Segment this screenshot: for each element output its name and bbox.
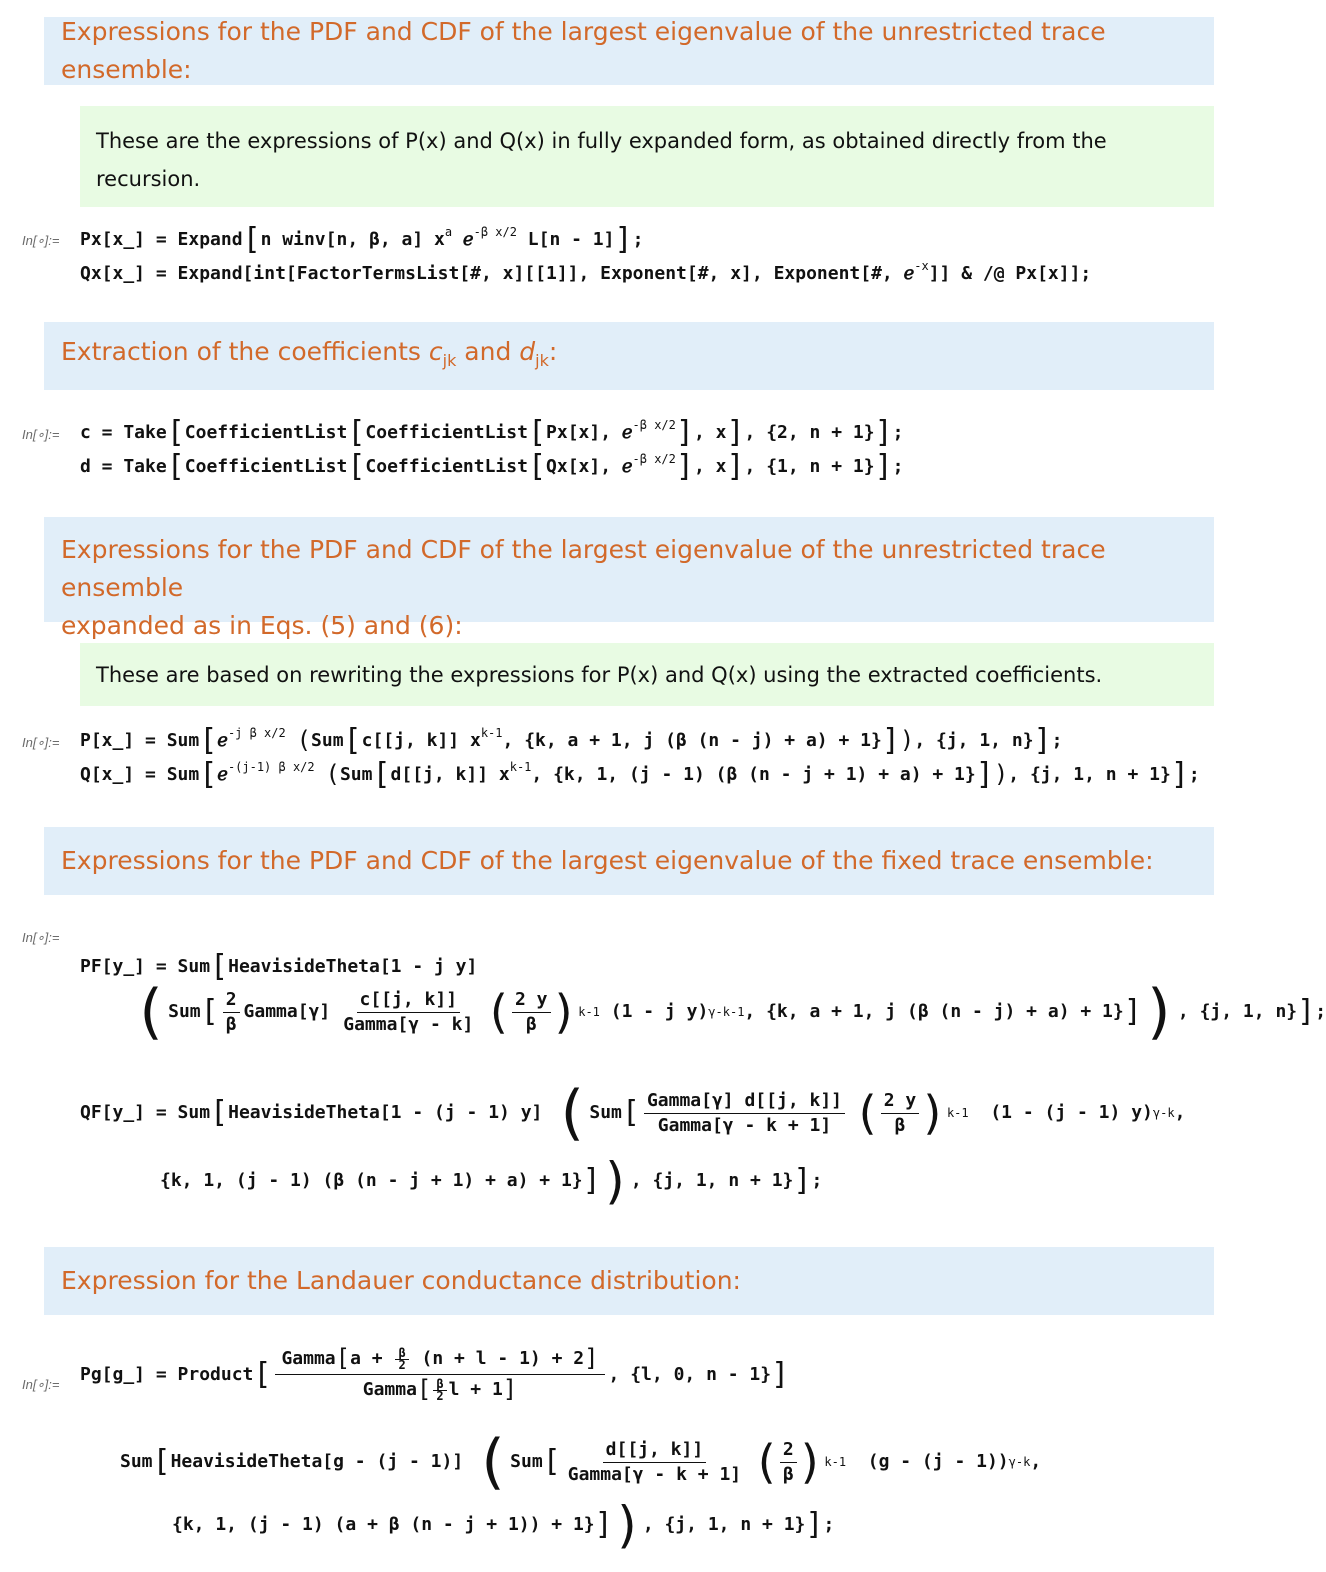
code-line: Q[x_] = Sum[ℯ$^{-(j-1) \beta x/2}$ (Sum[d[[j, k]] $x^{k-1}$, {k, 1, (j - 1) (β (n - j + 1) + a) + 1}]), {j, 1, n + 1}]; xyxy=(80,757,1200,792)
code-line: P[x_] = Sum[ℯ$^{-j \beta x/2}$ (Sum[c[[j, k]] $x^{k-1}$, {k, a + 1, j (β (n - j) + a) + 1}]), {j, 1, n}]; xyxy=(80,723,1063,758)
code-line: {k, 1, (j - 1) (β (n - j + 1) + a) + 1}]), {j, 1, n + 1}]; xyxy=(160,1152,823,1210)
input-label: In[∘]:= xyxy=(22,735,60,750)
code-line: c = Take[CoefficientList[CoefficientList[Px[x], ℯ$^{-\beta x/2}$], x], {2, n + 1}]; xyxy=(80,415,904,450)
code-text: ]] & /@ Px[x]]; xyxy=(928,263,1092,284)
section-cell-5[interactable] xyxy=(44,1247,1214,1315)
code-text: ; xyxy=(632,229,644,250)
input-label: In[∘]:= xyxy=(22,1377,60,1392)
input-label: In[∘]:= xyxy=(22,930,60,945)
input-cell-2[interactable] xyxy=(80,416,903,484)
input-cell-4-line-4[interactable] xyxy=(160,1152,823,1210)
text-line: recursion. xyxy=(96,167,201,191)
section-title: Extraction of the coefficients $c_{jk}$ and $d_{jk}$: xyxy=(61,336,558,370)
input-label: In[∘]:= xyxy=(22,427,60,442)
input-cell-3[interactable] xyxy=(80,724,1200,792)
code-text: n winv[n, β, a] x xyxy=(260,229,445,250)
section-cell-4[interactable] xyxy=(44,827,1214,895)
input-cell-1[interactable] xyxy=(80,223,1091,291)
input-cell-5-line-3[interactable] xyxy=(172,1496,835,1554)
code-line: Px[x_] = Expand[n winv[n, β, a] $x^a$ ℯ$^{-\beta x/2}$ L[n - 1]]; xyxy=(80,222,644,257)
code-line: d = Take[CoefficientList[CoefficientList[Qx[x], ℯ$^{-\beta x/2}$], x], {1, n + 1}]; xyxy=(80,449,904,484)
code-line xyxy=(80,257,1091,291)
text-line: These are based on rewriting the expressions for P(x) and Q(x) using the extracted coefficients. xyxy=(96,662,1103,687)
section-title: Expressions for the PDF and CDF of the largest eigenvalue of the unrestricted trace ensemble xyxy=(61,535,1106,602)
text-cell-2[interactable] xyxy=(80,643,1214,706)
code-line: PF[y_] = Sum[HeavisideTheta[1 - j y] xyxy=(80,949,478,984)
input-cell-4-line-3[interactable]: QF[y_] = Sum [ HeavisideTheta[1 - (j - 1) y] ( Sum [ $\frac{\text{Gamma[γ] d[[j, k]]}}{\text{Gamma[γ - k + 1]}}$ ( $\frac{2 y}{\beta}$ ) k-1 (1 - (j - 1) y) γ-k , xyxy=(80,1078,1186,1148)
code-text: ℯ xyxy=(452,229,474,250)
input-cell-5-line-2[interactable]: Sum [ HeavisideTheta[g - (j - 1)] ( Sum [ $\frac{d[[j, k]]}{\text{Gamma[γ - k + 1]}}$ ( $\frac{2}{\beta}$ ) k-1 (g - (j - 1)) γ-k , xyxy=(120,1427,1042,1497)
superscript: -β x/2 xyxy=(473,225,517,239)
input-label: In[∘]:= xyxy=(22,233,60,248)
input-cell-5[interactable]: Pg[g_] = Product [ Gamma[a + $\frac{\beta}{2}$ (n + l - 1) + 2] Gamma[ $\frac{\beta}{2}$ l + 1] , {l, 0, n - 1} ] xyxy=(80,1344,790,1403)
section-title: Expressions for the PDF and CDF of the largest eigenvalue of the unrestricted trace ensemble: xyxy=(61,17,1106,84)
input-cell-4-line-2[interactable]: ( Sum [ $\frac{2}{\beta}$ Gamma[γ] $\frac{c[[j, k]]}{\text{Gamma[γ - k]}}$ ( $\frac{2 y}{\beta}$ ) k-1 (1 - j y) γ-k-1 , {k, a + 1, j (β (n - j) + a) + 1} ] ) , {j, 1, n} ] ; xyxy=(132,977,1326,1047)
section-cell-1[interactable] xyxy=(44,17,1214,85)
code-text: Px[x_] = Expand xyxy=(80,229,243,250)
section-cell-2[interactable] xyxy=(44,322,1214,390)
code-text: L[n - 1] xyxy=(516,229,615,250)
code-line: {k, 1, (j - 1) (a + β (n - j + 1)) + 1}]), {j, 1, n + 1}]; xyxy=(172,1496,835,1554)
superscript: a xyxy=(444,225,453,239)
section-cell-3[interactable] xyxy=(44,517,1214,640)
section-title: Expressions for the PDF and CDF of the largest eigenvalue of the fixed trace ensemble: xyxy=(61,846,1154,875)
text-line: These are the expressions of P(x) and Q(x) in fully expanded form, as obtained directly from the xyxy=(96,129,1107,153)
section-title: expanded as in Eqs. (5) and (6): xyxy=(61,611,463,640)
text-cell-1[interactable] xyxy=(80,106,1214,207)
section-title: Expression for the Landauer conductance distribution: xyxy=(61,1266,741,1295)
code-text: Qx[x_] = Expand[int[FactorTermsList[#, x][[1]], Exponent[#, x], Exponent[#, ℯ xyxy=(80,263,915,284)
superscript: -x xyxy=(914,259,929,273)
